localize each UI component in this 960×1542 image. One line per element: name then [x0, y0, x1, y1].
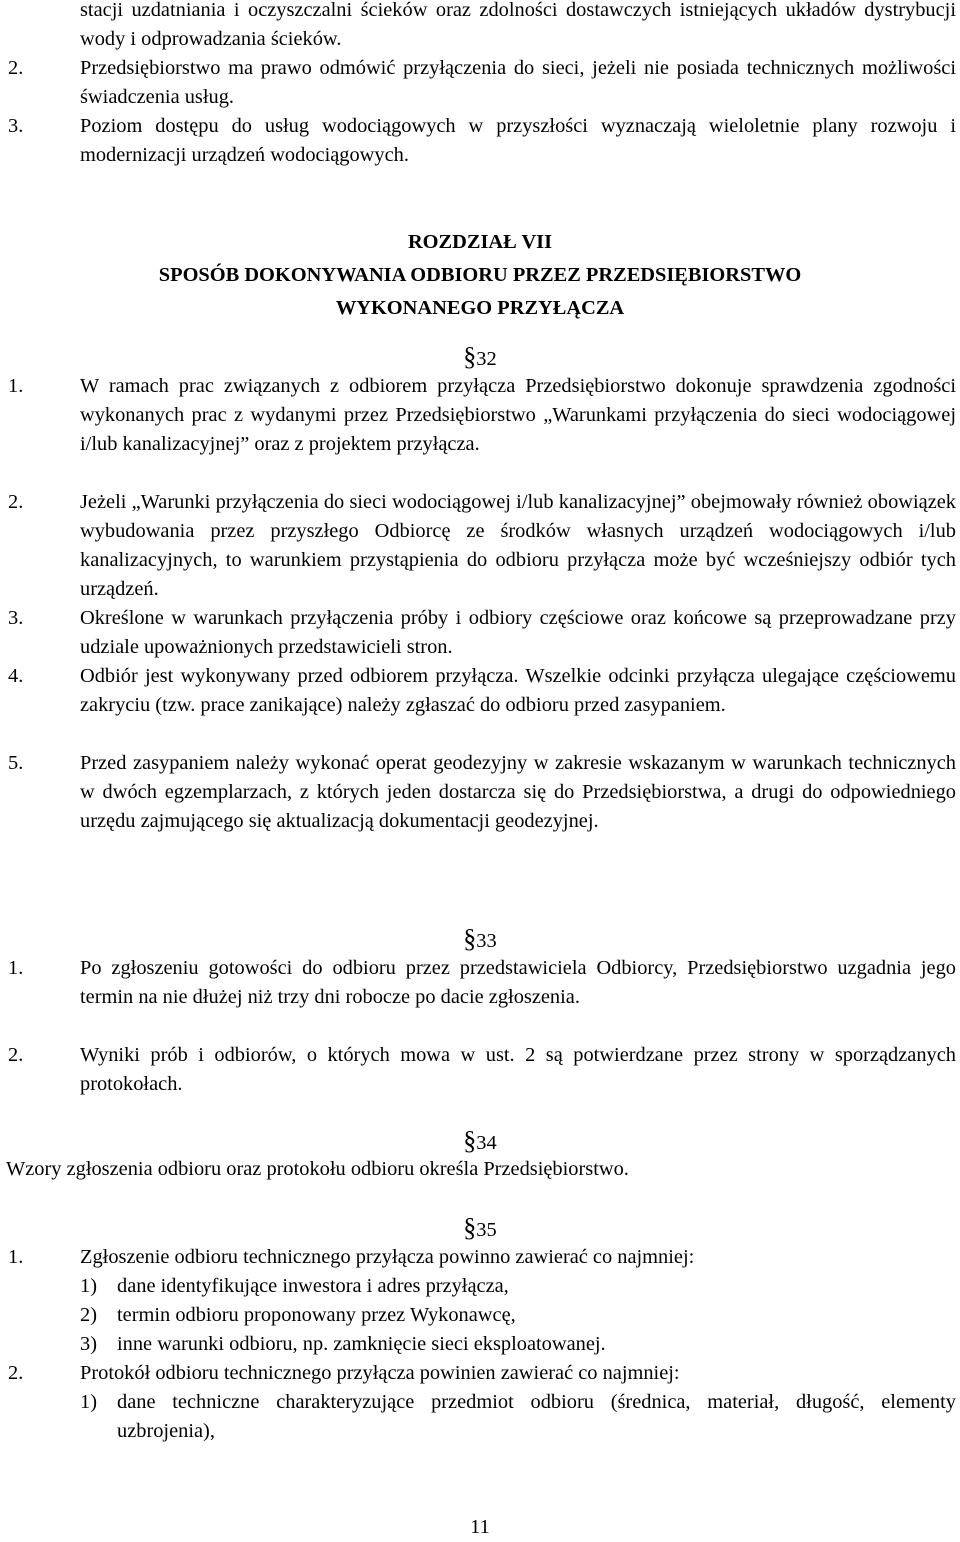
sub-item-number: 1) [80, 1275, 97, 1297]
item-number: 3. [8, 115, 24, 137]
list-item [8, 54, 956, 112]
chapter-heading [0, 226, 960, 325]
section-number: 35 [476, 1219, 497, 1241]
list-item [8, 1243, 956, 1272]
item-number: 3. [8, 607, 24, 629]
item-number: 1. [8, 1246, 24, 1268]
item-text: Poziom dostępu do usług wodociągowych w przyszłości wyznaczają wieloletnie plany rozwoju i modernizacji urządzeń wodociągowych. [80, 115, 956, 166]
chapter-title-line2: WYKONANEGO PRZYŁĄCZA [335, 297, 625, 319]
section-34-heading [0, 1126, 960, 1158]
item-text: Zgłoszenie odbioru technicznego przyłącza powinno zawierać co najmniej: [80, 1246, 695, 1268]
item-text: Po zgłoszeniu gotowości do odbioru przez przedstawiciela Odbiorcy, Przedsiębiorstwo uzgadnia jego termin na nie dłużej niż trzy dni robocze po dacie zgłoszenia. [80, 957, 956, 1008]
item-text: Wyniki prób i odbiorów, o których mowa w ust. 2 są potwierdzane przez strony w sporządzanych protokołach. [80, 1044, 956, 1095]
sub-item-text: inne warunki odbioru, np. zamknięcie sieci eksploatowanej. [117, 1333, 606, 1355]
section-34-text: Wzory zgłoszenia odbioru oraz protokołu odbioru określa Przedsiębiorstwo. [6, 1158, 629, 1180]
section-symbol: § [463, 1213, 477, 1242]
list-item [8, 112, 956, 170]
sub-item [80, 1301, 956, 1330]
section-number: 33 [476, 930, 497, 952]
list-item [8, 749, 956, 836]
sub-item-text: dane techniczne charakteryzujące przedmiot odbioru (średnica, materiał, długość, elementy uzbrojenia), [117, 1391, 956, 1442]
list-item [8, 1359, 956, 1388]
sub-item [80, 1272, 956, 1301]
item-text: Odbiór jest wykonywany przed odbiorem przyłącza. Wszelkie odcinki przyłącza ulegające częściowemu zakryciu (tzw. prace zanikające) należy zgłaszać do odbioru przed zasypaniem. [80, 665, 956, 716]
chapter-number: ROZDZIAŁ VII [407, 231, 553, 253]
item-text: W ramach prac związanych z odbiorem przyłącza Przedsiębiorstwo dokonuje sprawdzenia zgodności wykonanych prac z wydanymi przez Przedsiębiorstwo „Warunkami przyłączenia do sieci wodociągowej i/lub kanalizacyjnej” oraz z projektem przyłącza. [80, 375, 956, 455]
list-item [8, 604, 956, 662]
item-text: Przed zasypaniem należy wykonać operat geodezyjny w zakresie wskazanym w warunkach technicznych w dwóch egzemplarzach, z których jeden dostarcza się do Przedsiębiorstwa, a drugi do odpowiedniego urzędu zajmującego się aktualizacją dokumentacji geodezyjnej. [80, 752, 956, 832]
item-number: 2. [8, 1044, 24, 1066]
section-symbol: § [463, 342, 477, 371]
sub-item-text: dane identyfikujące inwestora i adres przyłącza, [117, 1275, 509, 1297]
item-number: 2. [8, 1362, 24, 1384]
page-number: 11 [470, 1516, 490, 1538]
continued-paragraph [8, 0, 956, 54]
sub-item-number: 3) [80, 1333, 97, 1355]
item-text: Określone w warunkach przyłączenia próby i odbiory częściowe oraz końcowe są przeprowadzane przy udziale upoważnionych przedstawicieli stron. [80, 607, 956, 658]
list-item [8, 1041, 956, 1099]
section-35-heading [0, 1213, 960, 1245]
list-item [8, 954, 956, 1012]
section-number: 32 [476, 348, 497, 370]
section-number: 34 [476, 1132, 497, 1154]
sub-item-number: 1) [80, 1391, 97, 1413]
paragraph-text: stacji uzdatniania i oczyszczalni ścieków oraz zdolności dostawczych istniejących układów dystrybucji wody i odprowadzania ścieków. [80, 0, 956, 50]
sub-item [80, 1388, 956, 1446]
item-number: 1. [8, 375, 24, 397]
sub-item-text: termin odbioru proponowany przez Wykonawcę, [117, 1304, 516, 1326]
section-symbol: § [463, 1126, 477, 1155]
list-item [8, 662, 956, 720]
sub-item-number: 2) [80, 1304, 97, 1326]
item-number: 1. [8, 957, 24, 979]
item-text: Protokół odbioru technicznego przyłącza powinien zawierać co najmniej: [80, 1362, 680, 1384]
list-item [8, 488, 956, 604]
list-item [8, 372, 956, 459]
section-symbol: § [463, 924, 477, 953]
section-33-heading [0, 924, 960, 956]
item-number: 2. [8, 57, 24, 79]
item-text: Przedsiębiorstwo ma prawo odmówić przyłączenia do sieci, jeżeli nie posiada technicznych możliwości świadczenia usług. [80, 57, 956, 108]
item-number: 5. [8, 752, 24, 774]
item-text: Jeżeli „Warunki przyłączenia do sieci wodociągowej i/lub kanalizacyjnej” obejmowały również obowiązek wybudowania przez przyszłego Odbiorcę ze środków własnych urządzeń wodociągowych i/lub kanalizacyjnych, to warunkiem przystąpienia do odbioru przyłącza może być wcześniejszy odbiór tych urządzeń. [80, 491, 956, 600]
chapter-title-line1: SPOSÓB DOKONYWANIA ODBIORU PRZEZ PRZEDSIĘBIORSTWO [158, 264, 802, 286]
sub-item [80, 1330, 956, 1359]
item-number: 4. [8, 665, 24, 687]
section-32-heading [0, 342, 960, 374]
item-number: 2. [8, 491, 24, 513]
